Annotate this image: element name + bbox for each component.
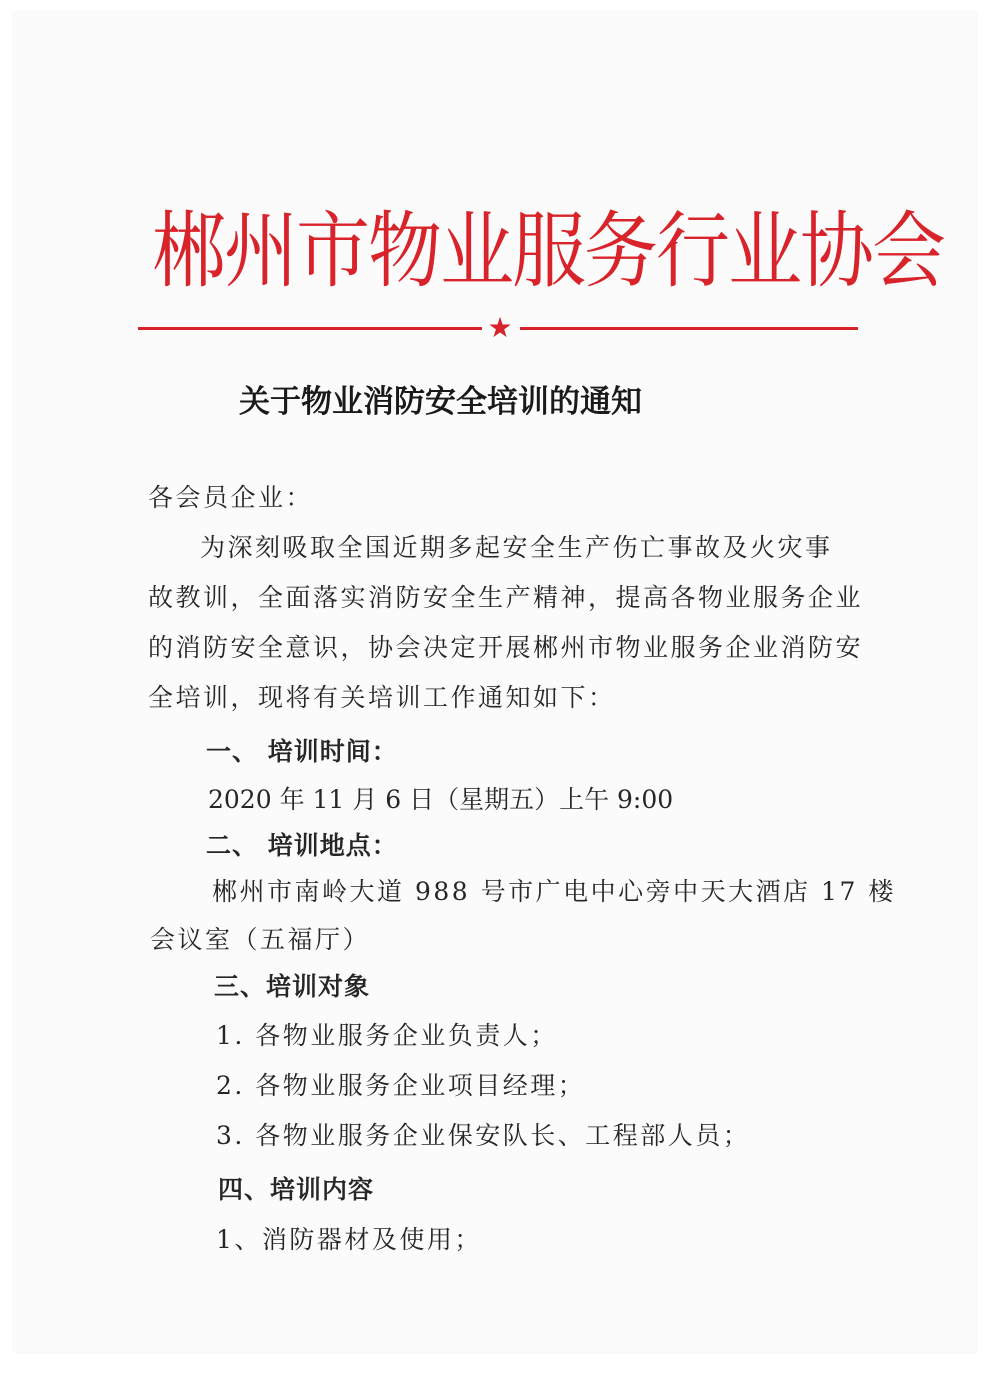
- intro-line: 为深刻吸取全国近期多起安全生产伤亡事故及火灾事: [200, 533, 833, 562]
- notice-title: 关于物业消防安全培训的通知: [239, 384, 642, 420]
- salutation: 各会员企业：: [148, 483, 314, 512]
- intro-line: 故教训，全面落实消防安全生产精神，提高各物业服务企业: [148, 583, 864, 612]
- target-item: 2. 各物业服务企业项目经理；: [216, 1071, 586, 1100]
- content-item: 1、消防器材及使用；: [216, 1225, 482, 1254]
- intro-line: 的消防安全意识，协会决定开展郴州市物业服务企业消防安: [148, 633, 864, 662]
- section-heading-content: 四、培训内容: [218, 1175, 375, 1204]
- section-heading-time: 一、 培训时间：: [206, 737, 398, 766]
- intro-line: 全培训，现将有关培训工作通知如下：: [148, 683, 616, 712]
- section-heading-place: 二、 培训地点：: [206, 831, 398, 860]
- training-place-line: 会议室（五福厅）: [150, 925, 371, 954]
- target-item: 1. 各物业服务企业负责人；: [216, 1021, 558, 1050]
- target-item: 3. 各物业服务企业保安队长、工程部人员；: [216, 1121, 751, 1150]
- letterhead-rule-right: [520, 327, 858, 330]
- training-place-line: 郴州市南岭大道 988 号市广电中心旁中天大酒店 17 楼: [212, 877, 896, 906]
- letterhead-organization-name: 郴州市物业服务行业协会: [152, 203, 944, 300]
- letterhead-rule-left: [138, 327, 482, 330]
- letterhead-star-icon: ★: [487, 311, 513, 344]
- training-time-value: 2020 年 11 月 6 日（星期五）上午 9:00: [208, 785, 674, 814]
- section-heading-target: 三、培训对象: [214, 972, 371, 1001]
- document-page: [14, 12, 976, 1352]
